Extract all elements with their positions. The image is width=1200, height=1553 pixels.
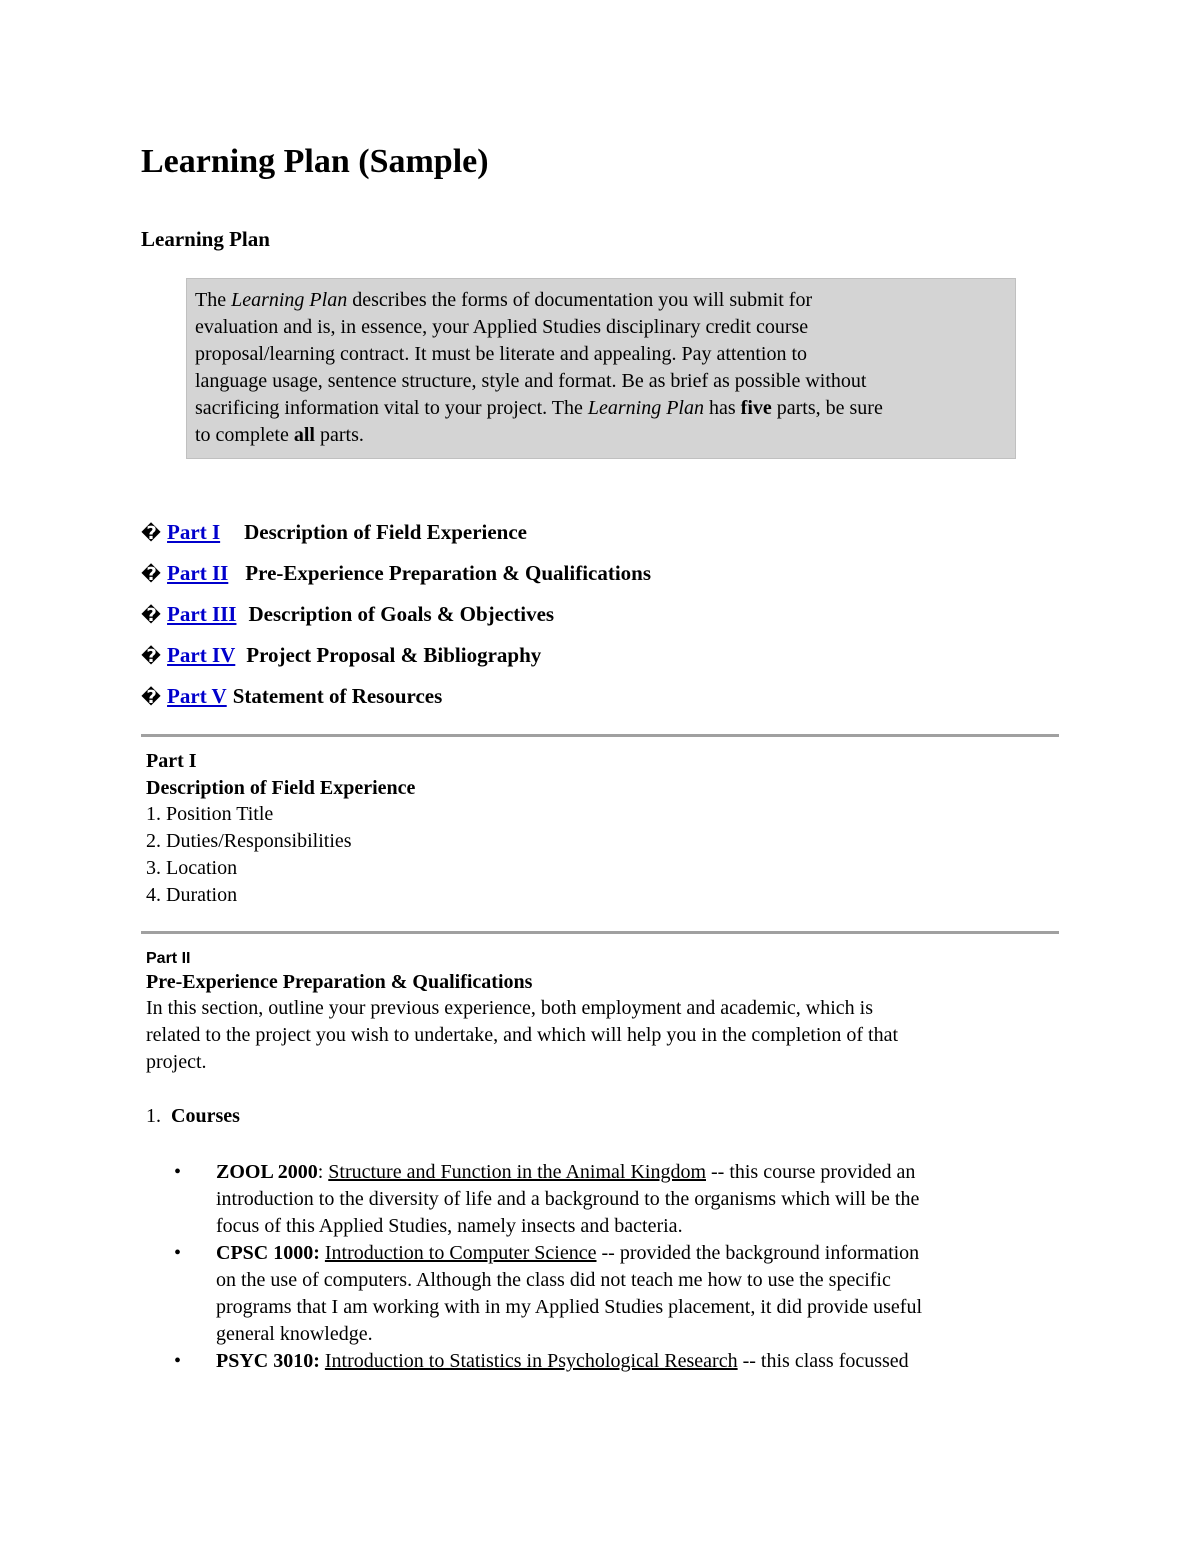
intro-line: proposal/learning contract. It must be literate and appealing. Pay attention to	[195, 343, 808, 365]
course-item: PSYC 3010: Introduction to Statistics in Psychological Research -- this class focussed	[216, 1350, 909, 1372]
toc-label: Project Proposal & Bibliography	[246, 643, 542, 667]
divider	[141, 931, 1059, 934]
part-1-heading: Description of Field Experience	[146, 777, 416, 799]
divider	[141, 734, 1059, 737]
bullet-icon: •	[174, 1350, 182, 1372]
courses-heading: 1. Courses	[146, 1105, 240, 1127]
list-item: 4. Duration	[146, 884, 238, 906]
page-title: Learning Plan (Sample)	[141, 143, 489, 180]
list-item: 2. Duties/Responsibilities	[146, 830, 352, 852]
replacement-char-icon: �	[141, 646, 162, 667]
toc-item-part-2	[141, 560, 651, 588]
toc-link-part-4[interactable]: Part IV	[167, 643, 236, 667]
list-item: 3. Location	[146, 857, 238, 879]
part-2-heading: Pre-Experience Preparation & Qualifications	[146, 971, 533, 993]
bullet-icon: •	[174, 1161, 182, 1183]
intro-line: The Learning Plan describes the forms of documentation you will submit for	[195, 289, 813, 311]
paragraph-line: In this section, outline your previous experience, both employment and academic, which is	[146, 997, 874, 1019]
course-item: ZOOL 2000: Structure and Function in the Animal Kingdom -- this course provided an	[216, 1161, 916, 1183]
toc-label: Description of Field Experience	[244, 520, 527, 544]
section-title: Learning Plan	[141, 227, 270, 251]
paragraph-line: project.	[146, 1051, 207, 1073]
intro-line: language usage, sentence structure, style and format. Be as brief as possible without	[195, 370, 867, 392]
part-2-label: Part II	[146, 950, 191, 967]
intro-line: sacrificing information vital to your project. The Learning Plan has five parts, be sure	[195, 397, 883, 419]
toc-link-part-5[interactable]: Part V	[167, 684, 227, 708]
course-desc-line: general knowledge.	[216, 1323, 373, 1345]
toc-item-part-3	[141, 601, 554, 629]
replacement-char-icon: �	[141, 687, 162, 708]
list-item: 1. Position Title	[146, 803, 274, 825]
paragraph-line: related to the project you wish to undertake, and which will help you in the completion of that	[146, 1024, 899, 1046]
course-desc-line: focus of this Applied Studies, namely insects and bacteria.	[216, 1215, 683, 1237]
toc-item-part-1	[141, 519, 527, 547]
course-desc-line: programs that I am working with in my Applied Studies placement, it did provide useful	[216, 1296, 922, 1318]
bullet-icon: •	[174, 1242, 182, 1264]
course-item: CPSC 1000: Introduction to Computer Science -- provided the background information	[216, 1242, 920, 1264]
replacement-char-icon: �	[141, 605, 162, 626]
toc-label: Description of Goals & Objectives	[248, 602, 555, 626]
toc-link-part-1[interactable]: Part I	[167, 520, 221, 544]
replacement-char-icon: �	[141, 564, 162, 585]
toc-label: Pre-Experience Preparation & Qualifications	[245, 561, 652, 585]
toc-link-part-3[interactable]: Part III	[167, 602, 237, 626]
part-1-label: Part I	[146, 750, 197, 772]
toc-link-part-2[interactable]: Part II	[167, 561, 229, 585]
intro-line: evaluation and is, in essence, your Applied Studies disciplinary credit course	[195, 316, 809, 338]
intro-callout	[186, 278, 1016, 459]
toc-item-part-5	[141, 683, 442, 711]
intro-line: to complete all parts.	[195, 424, 364, 446]
toc-label: Statement of Resources	[232, 684, 443, 708]
course-desc-line: introduction to the diversity of life and a background to the organisms which will be the	[216, 1188, 920, 1210]
toc-item-part-4	[141, 642, 541, 670]
replacement-char-icon: �	[141, 523, 162, 544]
course-desc-line: on the use of computers. Although the class did not teach me how to use the specific	[216, 1269, 891, 1291]
